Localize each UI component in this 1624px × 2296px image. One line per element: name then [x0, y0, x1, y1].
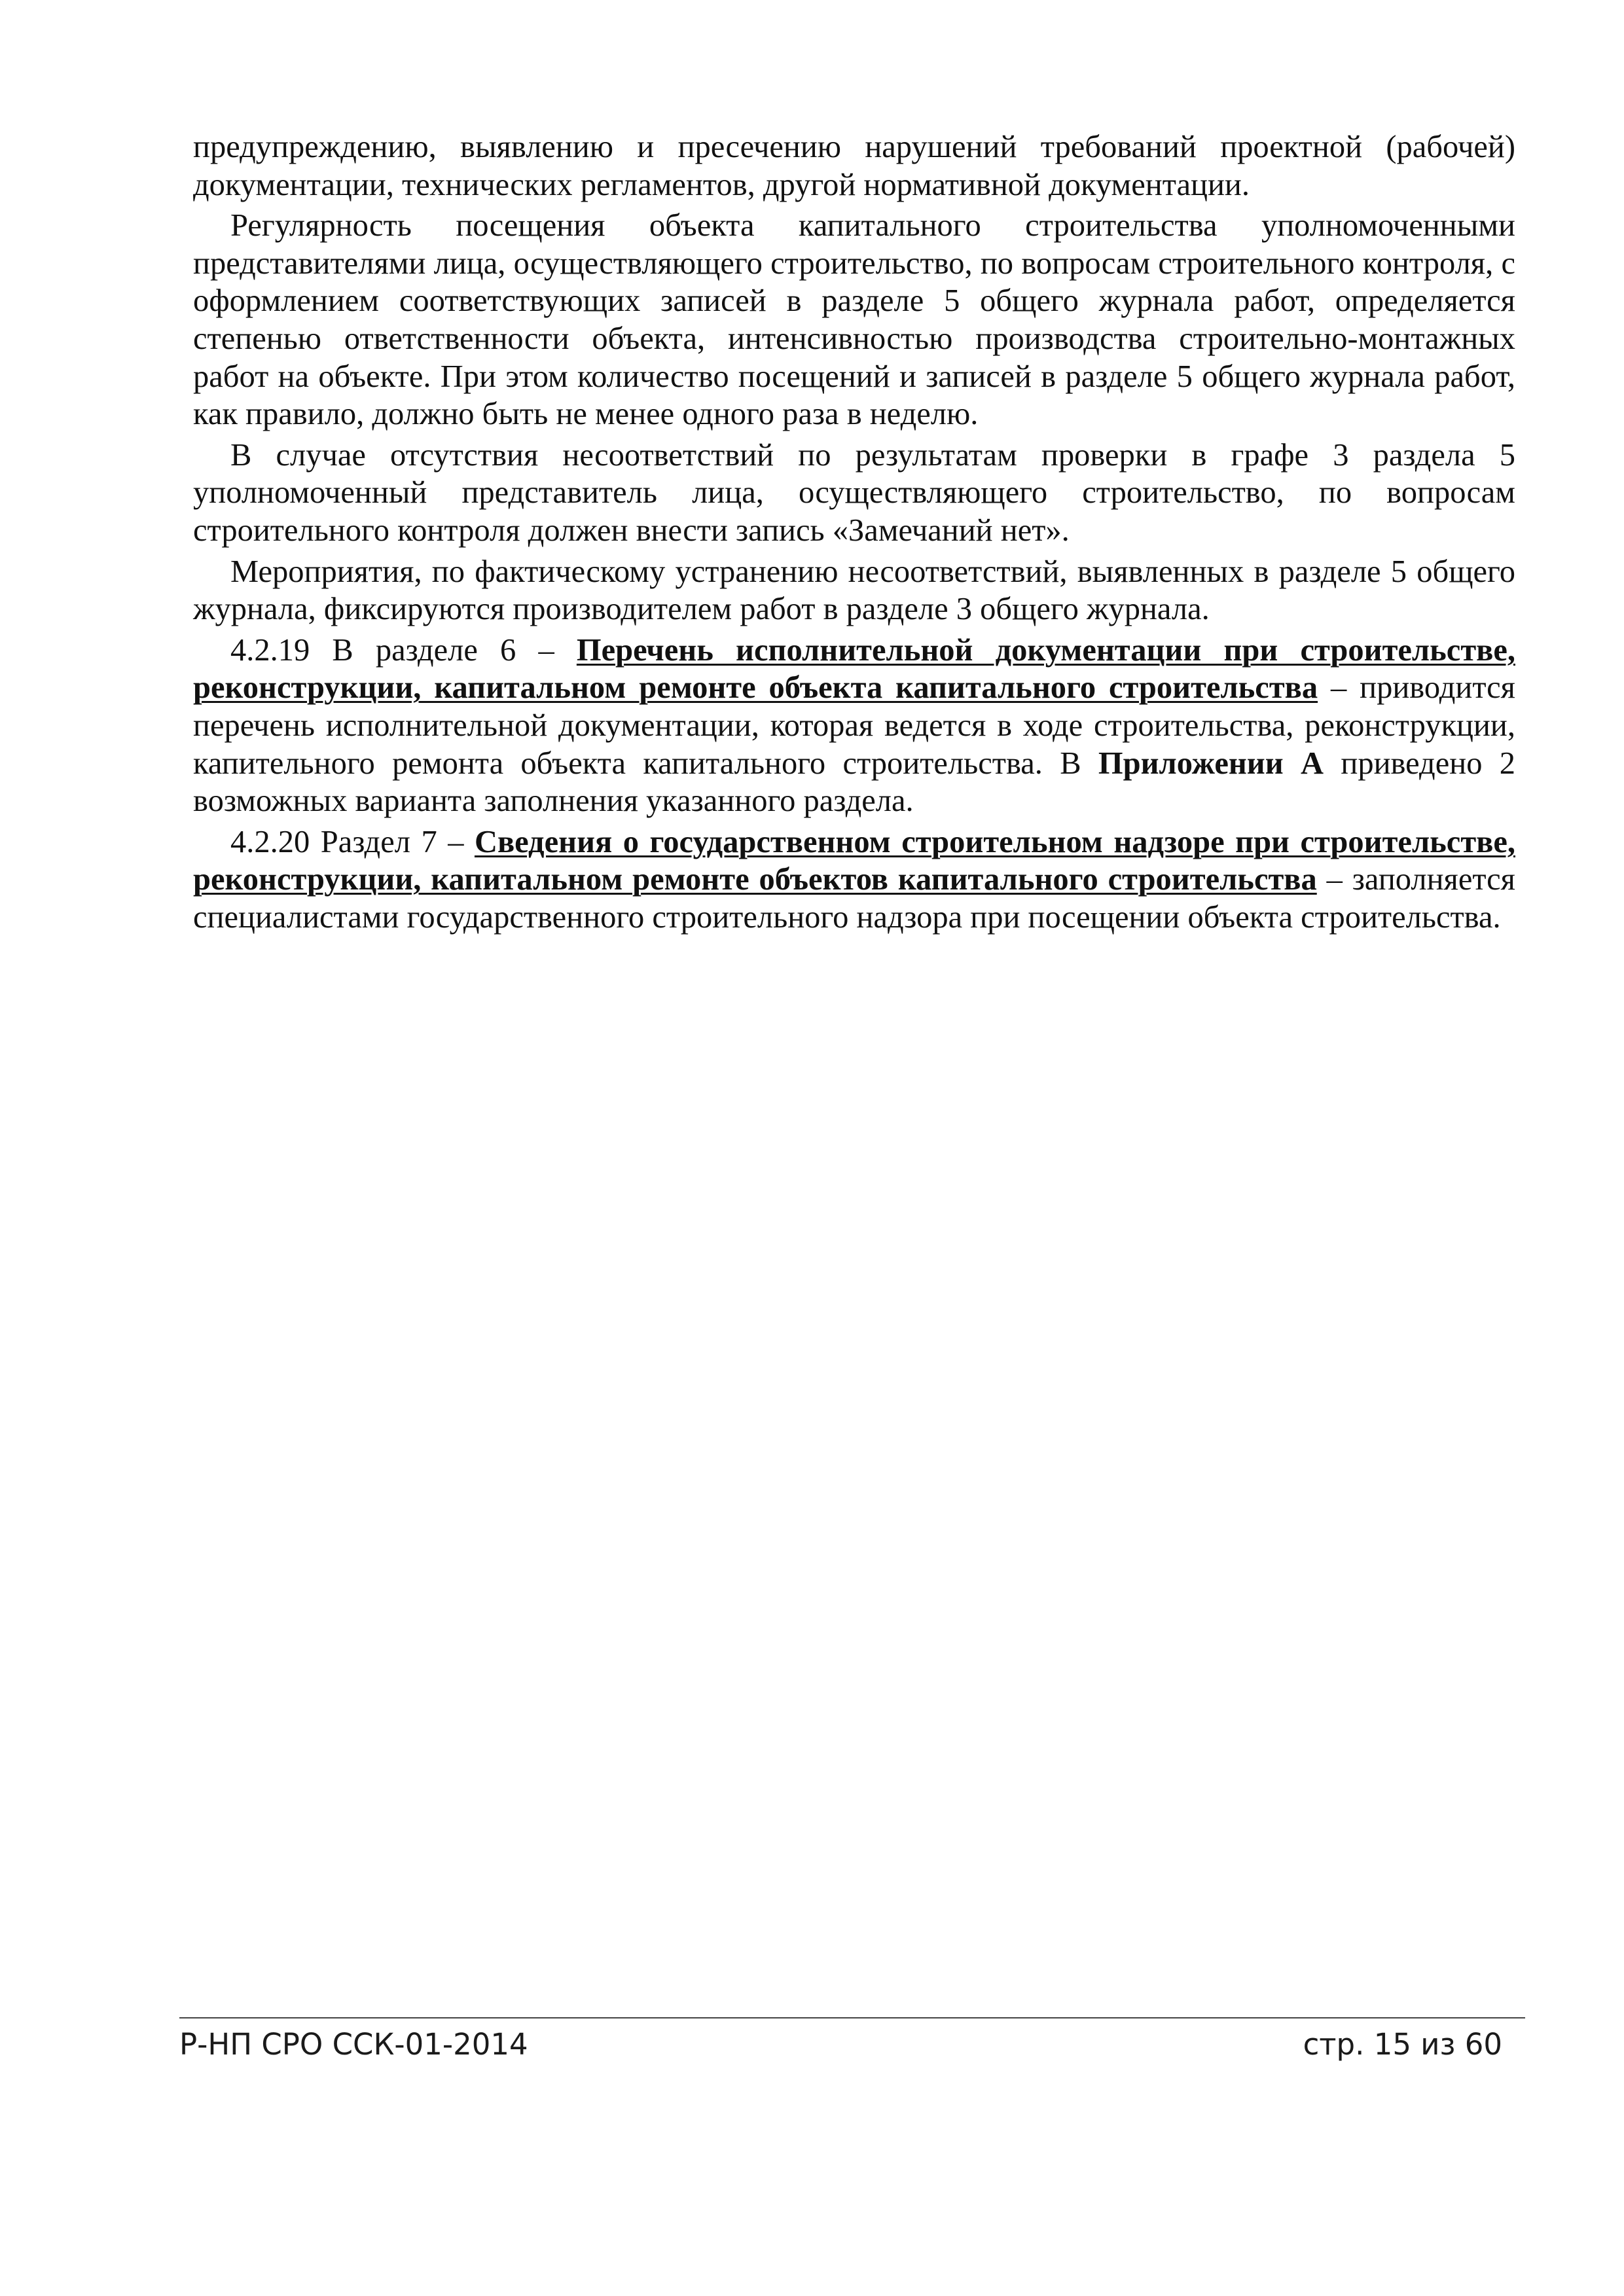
section-7-title: Сведения о государственном строительном надзоре при строительстве, реконструкции, капитальном ремонте объектов капитального строительства: [193, 824, 1515, 897]
paragraph-visit-regularity: Регулярность посещения объекта капитального строительства уполномоченными представителями лица, осуществляющего строительство, по вопросам строительного контроля, с оформлением соответствующих записей в разделе 5 общего журнала работ, определяется степенью ответственности объекта, интенсивностью производства строительно-монтажных работ на объекте. При этом количество посещений и записей в разделе 5 общего журнала работ, как правило, должно быть не менее одного раза в неделю.: [193, 208, 1515, 432]
paragraph-4-2-20: [193, 823, 1515, 937]
clause-lead: 4.2.20 Раздел 7 –: [230, 824, 475, 859]
paragraph-no-remarks: В случае отсутствия несоответствий по результатам проверки в графе 3 раздела 5 уполномоченный представитель лица, осуществляющего строительство, по вопросам строительного контроля должен внести запись «Замечаний нет».: [193, 437, 1515, 548]
document-code: Р-НП СРО ССК-01-2014: [179, 2027, 528, 2062]
paragraph-continuation: предупреждению, выявлению и пресечению нарушений требований проектной (рабочей) документации, технических регламентов, другой нормативной документации.: [193, 130, 1515, 202]
clause-body: – заполняется специалистами государственного строительного надзора при посещении объекта строительства.: [193, 862, 1515, 935]
appendix-reference: Приложении А: [1098, 745, 1324, 781]
paragraph-remediation: Мероприятия, по фактическому устранению несоответствий, выявленных в разделе 5 общего журнала, фиксируются производителем работ в разделе 3 общего журнала.: [193, 554, 1515, 627]
section-6-title: Перечень исполнительной документации при строительстве, реконструкции, капитальном ремонте объекта капитального строительства: [193, 632, 1515, 706]
document-body: [193, 128, 1515, 936]
page-number: стр. 15 из 60: [1303, 2027, 1502, 2062]
paragraph-4-2-19: [193, 632, 1515, 820]
clause-body: – приводится перечень исполнительной документации, которая ведется в ходе строительства, реконструкции, капительного ремонта объекта капитального строительства. В: [193, 670, 1515, 781]
clause-lead: 4.2.19 В разделе 6 –: [230, 632, 577, 668]
clause-tail: приведено 2 возможных варианта заполнения указанного раздела.: [193, 745, 1516, 819]
footer-divider: [179, 2017, 1525, 2018]
